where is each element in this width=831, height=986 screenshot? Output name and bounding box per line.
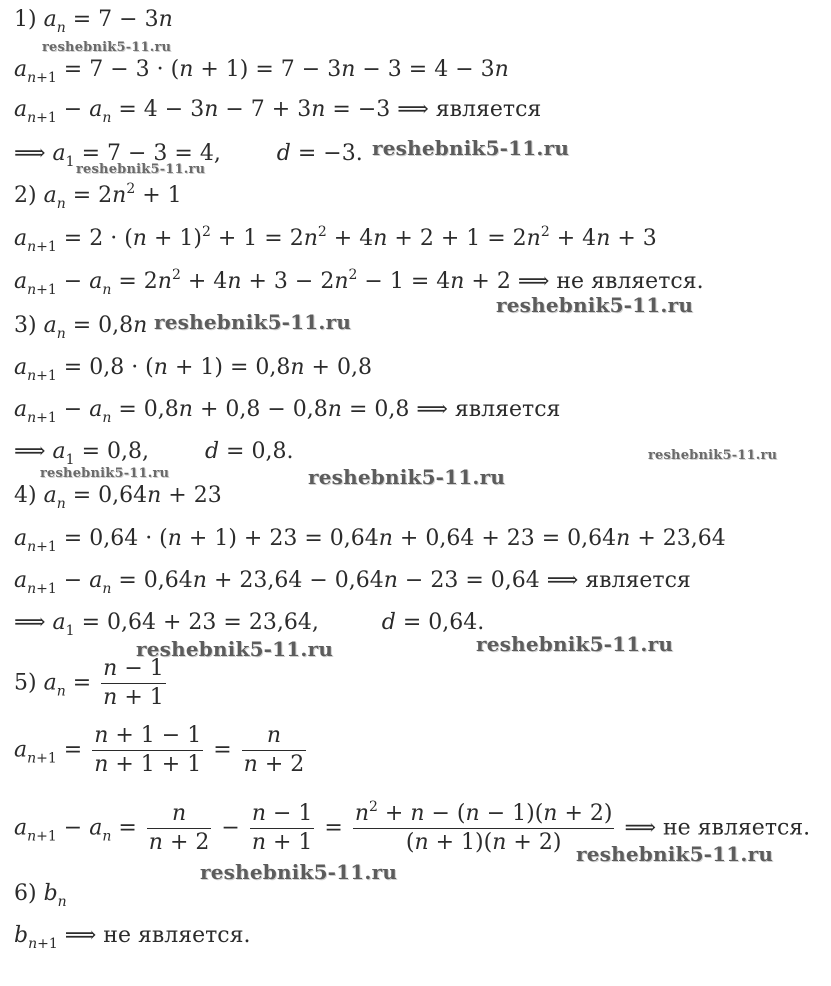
line-4-step-2: $a_{n+1} - a_n = 0,64n + 23,64 - 0,64n - 23 = 0,64$ ⟹ является bbox=[14, 568, 691, 597]
watermark: reshebnik5-11.ru bbox=[40, 466, 170, 481]
line-5-step-2: $a_{n+1} - a_n$ = $\frac{n}{n + 2}$ − $\frac{n - 1}{n + 1}$ = $\frac{n^2 + n - (n - 1)(n + 2)}{(n + 1)(n + 2)}$ ⟹ не является. bbox=[14, 799, 811, 855]
line-2-step-1: $a_{n+1} = 2 \cdot (n + 1)^2 + 1 = 2n^2 + 4n + 2 + 1 = 2n^2 + 4n + 3$ bbox=[14, 224, 657, 255]
word-is: является bbox=[585, 568, 691, 593]
word-is: является bbox=[454, 397, 561, 422]
word-is: является bbox=[435, 97, 542, 122]
line-3-step-2: $a_{n+1} - a_n = 0,8n + 0,8 - 0,8n = 0,8$ ⟹ является bbox=[14, 397, 561, 426]
watermark: reshebnik5-11.ru bbox=[648, 448, 778, 463]
fraction: $\frac{n}{n + 2}$ bbox=[243, 723, 305, 777]
fraction: $\frac{n - 1}{n + 1}$ bbox=[103, 656, 164, 710]
fraction: $\frac{n + 1 - 1}{n + 1 + 1}$ bbox=[94, 723, 202, 777]
line-4-result: ⟹ $a_1 = 0,64 + 23 = 23,64$, d = 0,64. bbox=[14, 610, 485, 639]
watermark: reshebnik5-11.ru bbox=[154, 310, 352, 334]
fraction: $\frac{n^2 + n - (n - 1)(n + 2)}{(n + 1)(n + 2)}$ bbox=[354, 799, 613, 855]
line-6-header: 6) $b_n$ bbox=[14, 881, 67, 910]
line-4-step-1: $a_{n+1} = 0,64 \cdot (n + 1) + 23 = 0,64n + 0,64 + 23 = 0,64n + 23,64$ bbox=[14, 526, 726, 555]
line-5-header: 5) $a_n$ = $\frac{n - 1}{n + 1}$ bbox=[14, 656, 164, 710]
line-3-step-1: $a_{n+1} = 0,8 \cdot (n + 1) = 0,8n + 0,8$ bbox=[14, 355, 372, 384]
watermark: reshebnik5-11.ru bbox=[200, 860, 398, 884]
word-is-not: не является. bbox=[663, 815, 811, 841]
line-2-step-2: $a_{n+1} - a_n = 2n^2 + 4n + 3 - 2n^2 - 1 = 4n + 2$ ⟹ не является. bbox=[14, 267, 704, 298]
line-5-step-1: $a_{n+1}$ = $\frac{n + 1 - 1}{n + 1 + 1}$ = $\frac{n}{n + 2}$ bbox=[14, 723, 305, 777]
line-3-header: 3) $a_n = 0,8n$ bbox=[14, 313, 148, 342]
watermark: reshebnik5-11.ru bbox=[308, 465, 506, 489]
watermark: reshebnik5-11.ru bbox=[76, 162, 206, 177]
line-1-result: ⟹ $a_1 = 7 - 3 = 4$, d = −3. bbox=[14, 141, 363, 170]
line-2-header: 2) $a_n = 2n^2 + 1$ bbox=[14, 181, 182, 212]
watermark: reshebnik5-11.ru bbox=[476, 632, 674, 656]
line-1-step-1: $a_{n+1} = 7 - 3 \cdot (n + 1) = 7 - 3n - 3 = 4 - 3n$ bbox=[14, 57, 509, 86]
watermark: reshebnik5-11.ru bbox=[496, 293, 694, 317]
line-6-result: $b_{n+1}$ ⟹ не является. bbox=[14, 923, 251, 952]
line-1-header: 1) $a_n = 7 - 3n$ bbox=[14, 7, 173, 36]
watermark: reshebnik5-11.ru bbox=[372, 136, 570, 160]
watermark: reshebnik5-11.ru bbox=[136, 637, 334, 661]
watermark: reshebnik5-11.ru bbox=[576, 842, 774, 866]
line-1-step-2: $a_{n+1} - a_n = 4 - 3n - 7 + 3n = -3$ ⟹ является bbox=[14, 97, 542, 126]
fraction: $\frac{n - 1}{n + 1}$ bbox=[251, 801, 313, 855]
line-3-result: ⟹ $a_1 = 0,8$, d = 0,8. bbox=[14, 439, 294, 468]
word-is-not: не является. bbox=[556, 269, 704, 294]
line-4-header: 4) $a_n = 0,64n + 23$ bbox=[14, 483, 222, 512]
word-is-not: не является. bbox=[103, 923, 251, 948]
fraction: $\frac{n}{n + 2}$ bbox=[148, 801, 210, 855]
watermark: reshebnik5-11.ru bbox=[42, 40, 172, 55]
